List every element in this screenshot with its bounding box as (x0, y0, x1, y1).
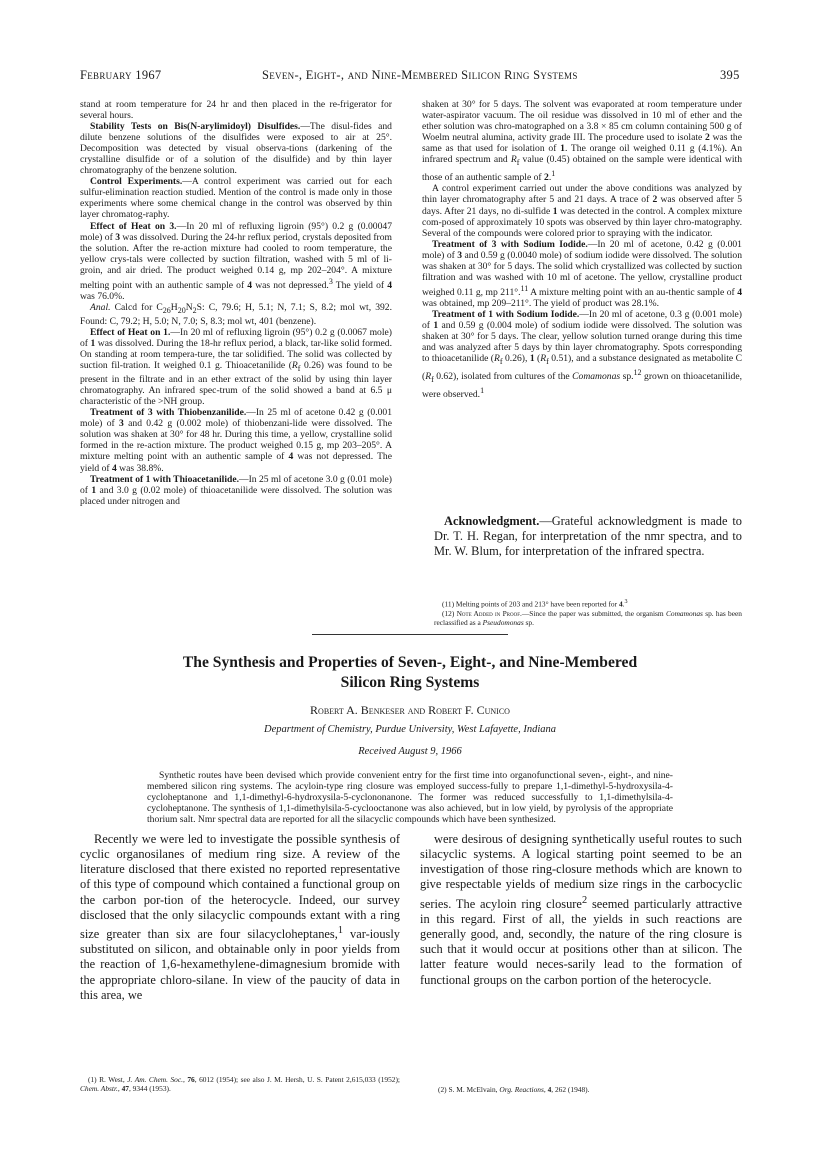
body-left-column: Recently we were led to investigate the possible synthesis of cyclic organosilanes of medium ring size. A review of the literature disclosed that there existed no reported representative of this type of compound which contained a functional group on the carbon por-tion of the heterocycle. Indeed, our survey disclosed that the only silacyclic compounds extant with a ring size greater than six are four silacycloheptanes,$^1$ var-iously substituted on silicon, and obtainable only in poor yields from the reaction of 1,6-hexamethylene-dimagnesium bromide with the appropriate chloro-silane. In view of the paucity of data in this area, we (80, 832, 400, 1002)
article-separator (312, 634, 508, 635)
body-right-column: were desirous of designing synthetically useful routes to such silacyclic systems. A logical starting point seemed to be an investigation of those ring-closure methods which are known to give respectable yields of medium size rings in the carbocyclic series. The acyloin ring closure$^2$ seemed particularly attractive in this regard. First of all, the yields in such reactions are generally good, and, secondly, the nature of the ring closure is such that it would occur at positions other than at silicon. The latter feature would neces-sarily lead to the formation of functional groups on the carbon portion of the heterocycle. (420, 832, 742, 987)
running-header-date: February 1967 (80, 68, 162, 82)
footnote-1: (1) R. West, J. Am. Chem. Soc., 76, 6012 (1954); see also J. M. Hersh, U. S. Patent 2,615,033 (1952); Chem. Abstr., 47, 9344 (1953). (80, 1075, 400, 1093)
experimental-left-column: stand at room temperature for 24 hr and then placed in the re-frigerator for several hours. Stability Tests on Bis(N-arylimidoyl) Disulfides.—The disul-fides and dilute benzene solutions of the disulfides were exposed to air at 25°. Decomposition was detected by visual observa-tions (darkening of the crystalline disulfide or of a solution of the disulfide) and by thin layer chromatography of the benzene solution. Control Experiments.—A control experiment was carried out for each sulfur-elimination reaction studied. Mention of the control is made only in those experiments where some chemical change in the control was observed by thin layer chromatog-raphy. Effect of Heat on 3.—In 20 ml of refluxing ligroin (95°) 0.2 g (0.00047 mole) of 3 was dissolved. During the 24-hr reflux period, crystals deposited from the solution. After the re-action mixture had cooled to room temperature, the yellow crys-tals were collected by suction filtration, washed with 5 ml of li-groin, and air dried. The product weighed 0.14 g, mp 202–204°. A mixture melting point with an authentic sample of 4 was not depressed.$^3$ The yield of 4 was 76.0%. Anal. Calcd for $C_{26}H_{20}N_2S$: C, 79.6; H, 5.1; N, 7.1; S, 8.2; mol wt, 392. Found: C, 79.2; H, 5.0; N, 7.0; S, 8.3; mol wt, 401 (benzene). Effect of Heat on 1.—In 20 ml of refluxing ligroin (95°) 0.2 g (0.0067 mole) of 1 was dissolved. During the 18-hr reflux period, a black, tar-like solid formed. On standing at room tempera-ture, the tar solidified. The solid was collected by suction fil-tration. It weighed 0.1 g. Thioacetanilide ($R_f$ 0.26) was found to be present in the filtrate and in an ether extract of the solid by using thin layer chromatography. An infrared spec-trum of the solid showed a band at 6.5 μ characteristic of the >NH group. Treatment of 3 with Thiobenzanilide.—In 25 ml of acetone 0.42 g (0.001 mole) of 3 and 0.42 g (0.002 mole) of thiobenzani-lide were dissolved. The solution was shaken at 30° for 48 hr. During this time, a yellow, crystalline solid formed in the re-action mixture. The product weighed 0.15 g, mp 203–205°. A mixture melting point with an authentic sample of 4 was not depressed. The yield of 4 was 38.8%. Treatment of 1 with Thioacetanilide.—In 25 ml of acetone 3.0 g (0.01 mole) of 1 and 3.0 g (0.02 mole) of thioacetanilide were dissolved. The solution was placed under nitrogen and (80, 99, 393, 507)
top-footnotes: (11) Melting points of 203 and 213° have been reported for 4.$^3$ (12) Note Added in Proof.—Since the paper was submitted, the organism Comamonas sp. has been reclassified as a Pseudomonas sp. (434, 599, 742, 628)
page-number: 395 (720, 68, 740, 82)
abstract: Synthetic routes have been devised which provide convenient entry for the first time into organofunctional seven-, eight-, and nine-membered silicon ring systems. The acyloin-type ring closure was employed success-fully to prepare 1,1-dimethyl-5-hydroxysila-4-cycloheptanone and 1,1-dimethyl-6-hydroxysila-5-cyclononanone. The former was reduced successfully to 1,1-dimethylsila-4-cycloheptanone. The synthesis of 1,1-dimethylsila-5-cyclooctanone was also achieved, but in low yield, by pyrolysis of the appropriate thorium salt. Nmr spectral data are reported for all the silacyclic compounds which have been synthesized. (147, 770, 673, 826)
acknowledgment: Acknowledgment.—Grateful acknowledgment is made to Dr. T. H. Regan, for interpretation of the nmr spectra, and to Mr. W. Blum, for interpretation of the infrared spectra. (434, 514, 742, 559)
authors: Robert A. Benkeser and Robert F. Cunico (310, 703, 510, 717)
received-date: Received August 9, 1966 (358, 746, 462, 757)
affiliation: Department of Chemistry, Purdue University, West Lafayette, Indiana (263, 724, 557, 735)
article-title-line2: Silicon Ring Systems (340, 674, 480, 691)
footnote-2: (2) S. M. McElvain, Org. Reactions, 4, 262 (1948). (438, 1085, 590, 1094)
running-header-title: Seven-, Eight-, and Nine-Membered Silicon Ring Systems (262, 68, 578, 82)
experimental-right-column: shaken at 30° for 5 days. The solvent was evaporated at room temperature under water-aspirator vacuum. The oil residue was dissolved in 10 ml of ether and the ether solution was chro-matographed on a 3.8 × 85 cm column containing 500 g of Woelm neutral alumina, activity grade III. The procedure used to isolate 2 was the same as that used for isolation of 1. The orange oil weighed 0.11 g (4.1%). An infrared spectrum and $R_f$ value (0.45) obtained on the sample were identical with those of an authentic sample of 2.$^1$ A control experiment carried out under the above conditions was analyzed by thin layer chromatography after 5 and 21 days. A trace of 2 was observed after 5 days. After 21 days, no di-sulfide 1 was detected in the control. A complex mixture com-posed of approximately 10 spots was observed by thin layer chro-matography. Several of the compounds were colored prior to spraying with the indicator. Treatment of 3 with Sodium Iodide.—In 20 ml of acetone, 0.42 g (0.001 mole) of 3 and 0.59 g (0.0040 mole) of sodium iodide were dissolved. The solution was shaken at 30° for 5 days. The solid which crystallized was collected by suction filtration and was washed with 10 ml of acetone. The yellow, crystalline product weighed 0.11 g, mp 211°.$^{11}$ A mixture melting point with an au-thentic sample of 4 was obtained, mp 209–211°. The yield of product was 28.1%. Treatment of 1 with Sodium Iodide.—In 20 ml of acetone, 0.3 g (0.001 mole) of 1 and 0.59 g (0.004 mole) of sodium iodide were dissolved. The solution was shaken at 30° for 5 days. The clear, yellow solution turned orange during this time and was analyzed after 5 days by thin layer chromatography. Spots corresponding to thioacetanilide ($R_f$ 0.26), 1 ($R_f$ 0.51), and a substance designated as metabolite C ($R_f$ 0.62), isolated from cultures of the Comamonas sp.$^{12}$ grown on thioacetanilide, were observed.$^1$ (422, 99, 743, 401)
article-title-line1: The Synthesis and Properties of Seven-, Eight-, and Nine-Membered (182, 654, 638, 671)
